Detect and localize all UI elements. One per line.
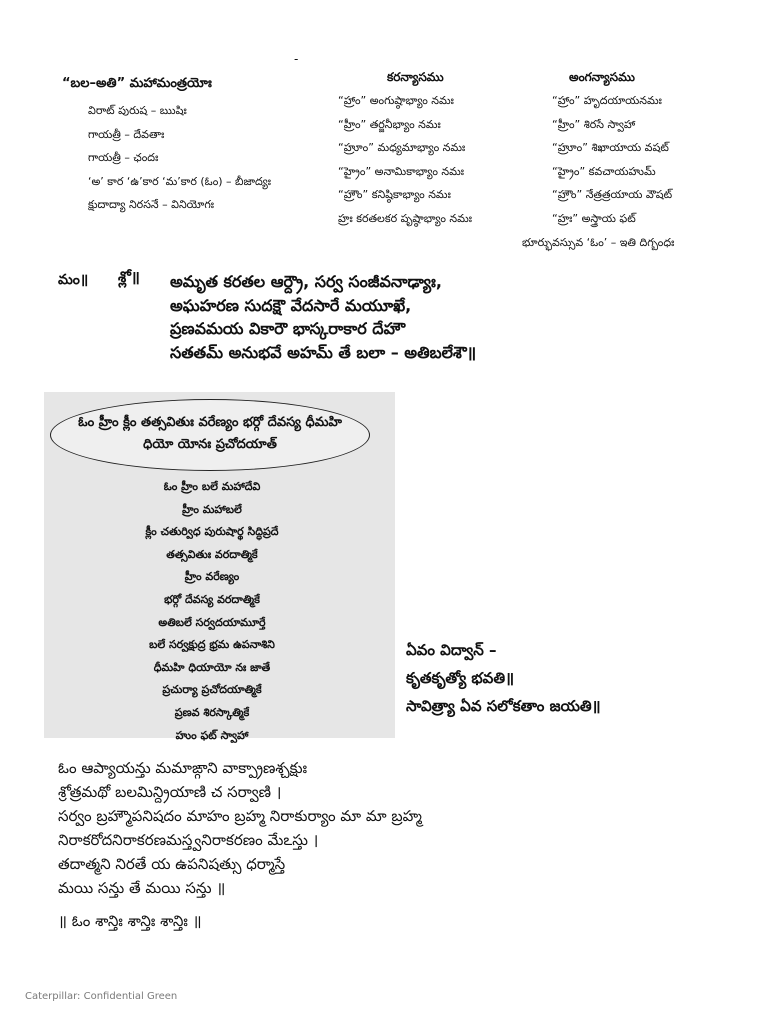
dhyana-verse <box>170 270 476 364</box>
list-item: ప్రణవ శిరస్కాత్మికే <box>174 705 250 719</box>
verse-line: తదాత్మని నిరతే య ఉపనిషత్సు ధర్మాస్తే <box>58 855 286 873</box>
list-item: “హ్రైం” కవచాయహుమ్ <box>552 164 656 178</box>
list-item: తత్సవితుః వరదాత్మికే <box>166 547 258 561</box>
list-item: “హ్రూం” మధ్యమాభ్యాం నమః <box>338 141 466 154</box>
list-item: బలే సర్వక్షుద్ర భ్రమ ఉపనాశిని <box>149 638 275 652</box>
digbandha-line: భూర్భువస్సువ ‘ఓం’ – ఇతి దిగ్బంధః <box>522 236 675 249</box>
list-item: గాయత్రీ – దేవతాః <box>88 127 165 141</box>
list-item: క్షుదాద్యా నిరసనే – వినియోగః <box>88 198 215 211</box>
verse-line: అమృత కరతల ఆర్ద్రౌ, సర్వ సంజీవనాఢ్యాః, <box>170 272 442 291</box>
list-item: హ్రీం మహాబలే <box>182 502 242 516</box>
shloka-label: శ్లో॥ <box>118 268 140 286</box>
phala-line: సావిత్ర్యా ఏవ సలోకతాం జయతి॥ <box>406 697 601 715</box>
list-item: ప్రచుర్యా ప్రచోదయాత్మికే <box>162 683 262 697</box>
list-item: హ్రీం వరేణ్యం <box>184 570 240 584</box>
shanti-mantra <box>58 756 422 900</box>
karanyasa-list <box>338 90 472 231</box>
list-item: “హ్రౌం” నేత్రత్రయాయ వౌషట్ <box>552 188 673 201</box>
verse-line: సర్వం బ్రహ్మౌపనిషదం మాహం బ్రహ్మ నిరాకుర్యాం మా మా బ్రహ్మ <box>58 807 422 825</box>
phala-line: కృతకృత్యో భవతి॥ <box>406 669 515 687</box>
list-item: “హ్రీం” తర్జనీభ్యాం నమః <box>338 117 441 131</box>
list-item: విరాట్ పురుష – ఋషిః <box>88 104 187 117</box>
verse-line: ఓం ఆప్యాయన్తు మమాఙ్గాని వాక్ప్రాణశ్చక్షుః <box>58 759 308 777</box>
list-item: భర్గో దేవస్య వరదాత్మికే <box>164 592 260 606</box>
verse-line: శ్రోత్రమథో బలమిన్ద్రియాణి చ సర్వాణి । <box>58 783 282 801</box>
karanyasa-title: కరన్యాసము <box>387 70 444 84</box>
list-item: హుం ఫట్ స్వాహా <box>175 728 249 742</box>
gayatri-ellipse <box>50 399 370 471</box>
list-item: “హ్రౌం” కనిష్ఠికాభ్యాం నమః <box>338 188 451 201</box>
gayatri-line: ఓం హ్రీం క్లీం తత్సవితుః వరేణ్యం భర్గో దేవస్య ధీమహి <box>78 415 342 430</box>
list-item: “హ్రీం” శిరసే స్వాహా <box>552 117 636 131</box>
list-item: “హ్రాం” హృదయాయనమః <box>552 94 662 107</box>
list-item: “హ్రః” అస్త్రాయ ఫట్ <box>552 211 636 225</box>
shanti-closing: ॥ ఓం శాన్తిః శాన్తిః శాన్తిః ॥ <box>58 912 202 930</box>
list-item: “హ్రైం” అనామికాభ్యాం నమః <box>338 164 465 178</box>
list-item: “హ్రూం” శిఖాయాయ వషట్ <box>552 141 669 154</box>
list-item: “హ్రాం” అంగుష్ఠాభ్యాం నమః <box>338 94 454 107</box>
section-title: “బల–అతి” మహామంత్రయోః <box>62 76 212 91</box>
list-item: హ్రః కరతలకర పృష్ఠాభ్యాం నమః <box>338 211 473 225</box>
verse-line: ప్రణవమయ వికారౌ భాస్కరాకార దేహౌ <box>170 319 406 338</box>
top-mark: - <box>294 52 299 66</box>
mantra-list <box>72 476 352 747</box>
verse-line: సతతమ్ అనుభవే అహమ్ తే బలా – అతిబలేశౌ॥ <box>170 342 477 362</box>
anganyasa-list <box>552 90 672 231</box>
gayatri-line: ధియో యోనః ప్రచోదయాత్ <box>143 437 277 452</box>
list-item: గాయత్రీ – ఛందః <box>88 151 159 164</box>
verse-line: నిరాకరోదనిరాకరణమస్త్వనిరాకరణం మేఽస్తు । <box>58 831 319 849</box>
mantra-label: మం॥ <box>58 272 89 288</box>
viniyoga-list <box>88 100 271 218</box>
verse-line: మయి సన్తు తే మయి సన్తు ॥ <box>58 879 226 897</box>
phala-line: ఏవం విద్వాన్ – <box>406 641 497 659</box>
list-item: ఓం హ్రీం బలే మహాదేవి <box>163 480 261 493</box>
list-item: క్లీం చతుర్విధ పురుషార్థ సిద్ధిప్రదే <box>145 525 279 539</box>
verse-line: అఘహరణ సుదక్షౌ వేదసారే మయూఖే, <box>170 295 412 315</box>
phala-text <box>406 636 601 720</box>
list-item: అతిబలే సర్వదయామూర్తే <box>158 615 266 629</box>
list-item: ధీమహి ధియాయో నః జాతే <box>153 660 271 674</box>
anganyasa-title: అంగన్యాసము <box>569 70 635 84</box>
list-item: ‘అ’ కార ‘ఉ’కార ‘మ’కార (ఓం) – బీజాద్యః <box>88 174 272 188</box>
confidentiality-footer: Caterpillar: Confidential Green <box>25 991 178 1002</box>
